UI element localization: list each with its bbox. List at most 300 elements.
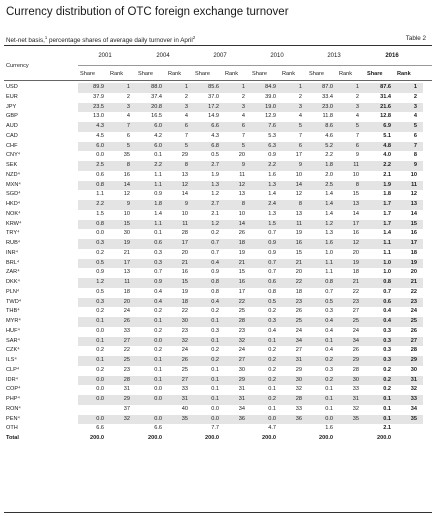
rank-cell: 5 [298, 123, 302, 129]
share-cell: 1.7 [383, 201, 391, 207]
share-cell: 7.6 [268, 123, 276, 129]
year-underline [78, 65, 432, 66]
rank-cell: 4 [298, 113, 302, 120]
share-cell: 1.0 [383, 269, 391, 276]
rank-cell: 15 [410, 220, 417, 227]
table-row [0, 288, 438, 298]
rank-cell: 40 [181, 405, 188, 412]
rank-cell: 33 [181, 386, 188, 393]
year-header-2010: 2010 [270, 53, 284, 59]
rank-cell: 24 [238, 347, 245, 354]
rank-cell: 1 [355, 84, 359, 90]
share-cell: 4.6 [325, 132, 333, 139]
currency-code: USD [6, 84, 18, 90]
table-row [0, 190, 438, 200]
rank-cell: 30 [410, 366, 417, 373]
rank-cell: 10 [295, 171, 302, 178]
rank-cell: 27 [352, 308, 359, 315]
table-row [0, 395, 438, 405]
rank-cell: 32 [181, 337, 188, 344]
rank-cell: 7 [126, 123, 130, 129]
share-cell: 1.5 [268, 220, 276, 227]
share-cell: 0.0 [96, 376, 104, 383]
currency-code: CHF [6, 142, 18, 149]
rank-cell: 12 [181, 181, 188, 188]
share-cell: 17.2 [208, 103, 219, 110]
rank-column-header: Rank [282, 71, 296, 77]
year-header-2016: 2016 [385, 53, 399, 59]
share-cell: 5.1 [383, 132, 391, 139]
share-cell: 0.7 [211, 240, 219, 246]
rank-cell: 32 [238, 337, 245, 344]
share-cell: 0.0 [268, 415, 276, 422]
rank-cell: 2 [298, 93, 302, 100]
share-cell: 0.2 [268, 366, 276, 373]
share-cell: 0.6 [154, 240, 162, 246]
share-cell: 0.8 [211, 288, 219, 295]
share-cell: 0.6 [383, 298, 391, 305]
share-cell: 0.0 [154, 396, 162, 402]
rank-cell: 3 [241, 103, 245, 110]
rank-cell: 1 [413, 84, 417, 90]
share-cell: 1.0 [325, 249, 333, 256]
share-cell: 1.1 [154, 220, 162, 227]
rank-cell: 26 [238, 230, 245, 237]
rank-cell: 10 [410, 171, 417, 178]
rank-cell: 21 [410, 279, 417, 285]
rank-cell: 22 [410, 288, 417, 295]
rank-cell: 13 [181, 171, 188, 178]
rank-cell: 11 [239, 171, 245, 178]
rank-cell: 9 [184, 201, 188, 207]
currency-code: CZK⁴ [6, 347, 20, 354]
share-cell: 1.1 [325, 259, 333, 266]
rank-cell: 7 [413, 142, 417, 149]
rank-cell: 36 [295, 415, 302, 422]
rank-cell: 5 [184, 142, 188, 149]
share-cell: 0.2 [383, 376, 391, 383]
share-cell: 0.4 [154, 288, 162, 295]
share-cell: 12.8 [380, 113, 391, 120]
share-cell: 1.2 [211, 220, 219, 227]
share-cell: 2.2 [154, 162, 162, 168]
rank-cell: 3 [126, 103, 130, 110]
rank-cell: 25 [352, 318, 359, 324]
rank-cell: 23 [410, 298, 417, 305]
currency-code: COP⁴ [6, 386, 21, 393]
currency-code: IDR⁴ [6, 376, 19, 383]
share-cell: 6.6 [96, 425, 104, 432]
share-cell: 0.3 [383, 337, 391, 344]
table-row [0, 259, 438, 269]
rank-cell: 23 [352, 298, 359, 305]
share-cell: 0.1 [211, 376, 219, 383]
rank-cell: 34 [238, 405, 245, 412]
share-cell: 0.2 [96, 366, 104, 373]
table-row [0, 83, 438, 93]
share-cell: 1.4 [268, 191, 276, 198]
share-cell: 0.1 [154, 318, 162, 324]
rank-cell: 31 [352, 396, 359, 402]
rank-cell: 17 [410, 240, 417, 246]
rank-cell: 34 [410, 405, 417, 412]
share-cell: 1.1 [154, 181, 162, 188]
rank-cell: 15 [238, 269, 245, 276]
share-cell: 0.4 [211, 298, 219, 305]
table-row [0, 268, 438, 278]
rank-cell: 26 [123, 318, 130, 324]
rank-cell: 5 [126, 142, 130, 149]
share-cell: 0.7 [211, 249, 219, 256]
share-cell: 1.8 [383, 191, 391, 198]
table-row [0, 93, 438, 103]
share-cell: 0.1 [154, 152, 162, 159]
share-cell: 0.1 [383, 405, 391, 412]
rank-cell: 35 [181, 415, 188, 422]
rank-cell: 5 [355, 123, 359, 129]
rank-cell: 6 [413, 132, 417, 139]
rank-cell: 22 [295, 279, 302, 285]
share-cell: 31.4 [380, 93, 391, 100]
rank-cell: 34 [295, 337, 302, 344]
share-cell: 1.4 [154, 210, 162, 217]
share-cell: 16.5 [151, 113, 162, 120]
rank-cell: 8 [184, 162, 188, 168]
share-cell: 0.1 [268, 386, 276, 393]
share-cell: 0.9 [268, 240, 276, 246]
share-cell: 1.3 [325, 230, 333, 237]
currency-code: EUR [6, 93, 18, 100]
share-cell: 0.4 [268, 327, 276, 334]
rank-cell: 11 [124, 279, 130, 285]
share-cell: 4.3 [211, 132, 219, 139]
table-row [0, 132, 438, 142]
share-cell: 0.6 [268, 279, 276, 285]
currency-code: TWD⁴ [6, 298, 22, 305]
share-cell: 0.4 [325, 318, 333, 324]
table-row [0, 346, 438, 356]
rank-cell: 9 [413, 162, 417, 168]
table-row [0, 307, 438, 317]
share-cell: 1.2 [325, 220, 333, 227]
share-cell: 0.9 [154, 279, 162, 285]
rank-cell: 13 [238, 191, 245, 198]
share-cell: 0.7 [383, 288, 391, 295]
share-cell: 0.7 [154, 269, 162, 276]
share-cell: 0.1 [325, 386, 333, 393]
share-cell: 0.1 [154, 230, 162, 237]
share-cell: 2.7 [211, 201, 219, 207]
share-cell: 1.3 [211, 181, 219, 188]
rank-column-header: Rank [110, 71, 124, 77]
share-cell: 1.4 [325, 201, 333, 207]
rank-cell: 32 [295, 386, 302, 393]
rank-cell: 6 [355, 142, 359, 149]
rank-cell: 16 [410, 230, 417, 237]
share-cell: 1.1 [383, 249, 391, 256]
rank-cell: 10 [123, 210, 130, 217]
share-cell: 37.4 [151, 93, 162, 100]
share-cell: 0.4 [383, 308, 391, 315]
rank-cell: 11 [411, 181, 417, 188]
share-cell: 2.1 [383, 425, 391, 432]
currency-code: NOK⁴ [6, 210, 21, 217]
rank-cell: 9 [298, 162, 302, 168]
currency-code: ILS⁴ [6, 357, 17, 363]
share-cell: 0.2 [383, 366, 391, 373]
rank-cell: 30 [238, 366, 245, 373]
subtitle-text: Net-net basis, [6, 37, 45, 45]
currency-code: KRW⁴ [6, 220, 22, 227]
year-header-2004: 2004 [156, 53, 170, 59]
share-cell: 6.8 [211, 142, 219, 149]
rank-cell: 22 [238, 298, 245, 305]
rank-cell: 25 [410, 318, 417, 324]
rank-cell: 34 [352, 337, 359, 344]
rank-cell: 10 [352, 171, 359, 178]
rank-cell: 33 [410, 396, 417, 402]
share-cell: 2.2 [383, 162, 391, 168]
rank-cell: 26 [295, 308, 302, 315]
share-cell: 2.0 [325, 171, 333, 178]
share-cell: 0.1 [211, 337, 219, 344]
share-cell: 0.8 [96, 181, 104, 188]
share-cell: 1.8 [325, 162, 333, 168]
rank-cell: 25 [238, 308, 245, 315]
rank-cell: 4 [126, 113, 130, 120]
share-cell: 2.1 [383, 171, 391, 178]
share-cell: 0.2 [96, 347, 104, 354]
rank-cell: 21 [181, 259, 188, 266]
share-cell: 0.2 [268, 357, 276, 363]
share-cell: 0.1 [268, 337, 276, 344]
rank-column-header: Rank [168, 71, 182, 77]
share-cell: 0.2 [268, 347, 276, 354]
rank-cell: 12 [295, 191, 302, 198]
table-row [0, 239, 438, 249]
rank-cell: 8 [413, 152, 417, 159]
rank-cell: 1 [298, 84, 302, 90]
rank-cell: 18 [410, 249, 417, 256]
share-cell: 0.7 [268, 259, 276, 266]
rank-cell: 29 [352, 357, 359, 363]
rank-cell: 6 [298, 142, 302, 149]
share-cell: 0.3 [154, 249, 162, 256]
share-cell: 4.8 [383, 142, 391, 149]
share-cell: 2.2 [96, 201, 104, 207]
currency-column-header: Currency [6, 63, 29, 69]
currency-code: SGD⁴ [6, 191, 21, 198]
rank-cell: 8 [241, 201, 245, 207]
rank-cell: 33 [295, 405, 302, 412]
rank-cell: 35 [123, 152, 130, 159]
table-row [0, 122, 438, 132]
table-row [0, 317, 438, 327]
share-cell: 0.4 [154, 298, 162, 305]
rank-cell: 24 [295, 327, 302, 334]
share-cell: 1.5 [96, 210, 104, 217]
share-cell: 0.3 [383, 357, 391, 363]
share-cell: 5.2 [325, 142, 333, 149]
rank-cell: 13 [295, 210, 302, 217]
rank-cell: 29 [410, 357, 417, 363]
share-cell: 0.1 [96, 318, 104, 324]
share-cell: 0.9 [268, 152, 276, 159]
rank-cell: 13 [410, 201, 417, 207]
currency-code: HUF⁴ [6, 327, 20, 334]
rank-cell: 20 [352, 249, 359, 256]
rank-cell: 32 [123, 415, 130, 422]
rank-cell: 13 [123, 269, 130, 276]
rank-cell: 21 [238, 259, 245, 266]
header-rule [4, 80, 432, 81]
share-cell: 0.2 [211, 347, 219, 354]
rank-cell: 9 [355, 152, 359, 159]
share-cell: 0.2 [325, 357, 333, 363]
share-cell: 14.9 [208, 113, 219, 120]
share-cell: 200.0 [319, 435, 333, 441]
share-cell: 2.5 [325, 181, 333, 188]
share-cell: 0.5 [268, 298, 276, 305]
top-rule [4, 45, 432, 46]
rank-cell: 9 [241, 162, 245, 168]
share-cell: 1.9 [211, 171, 219, 178]
share-cell: 37.9 [93, 93, 104, 100]
rank-cell: 19 [238, 249, 245, 256]
table-row [0, 161, 438, 171]
share-cell: 0.4 [383, 318, 391, 324]
rank-cell: 31 [181, 396, 188, 402]
share-cell: 0.1 [154, 357, 162, 363]
rank-cell: 35 [410, 415, 417, 422]
rank-cell: 29 [123, 396, 130, 402]
table-row [0, 171, 438, 181]
share-cell: 6.0 [154, 142, 162, 149]
share-cell: 0.2 [211, 357, 219, 363]
table-row [0, 112, 438, 122]
share-cell: 11.8 [322, 113, 333, 120]
rank-cell: 14 [181, 191, 188, 198]
share-cell: 4.5 [96, 132, 104, 139]
share-cell: 0.2 [154, 327, 162, 334]
rank-cell: 28 [123, 376, 130, 383]
share-cell: 0.2 [96, 308, 104, 315]
rank-cell: 31 [410, 376, 417, 383]
share-cell: 1.1 [96, 191, 104, 198]
share-cell: 4.3 [96, 123, 104, 129]
currency-code: OTH [6, 425, 18, 432]
rank-cell: 17 [181, 240, 188, 246]
table-row [0, 366, 438, 376]
share-cell: 0.1 [383, 415, 391, 422]
rank-cell: 28 [410, 347, 417, 354]
share-column-header: Share [367, 71, 383, 77]
share-cell: 0.1 [211, 396, 219, 402]
share-cell: 1.0 [383, 259, 391, 266]
rank-cell: 9 [126, 201, 130, 207]
rank-cell: 29 [181, 152, 188, 159]
share-cell: 37.0 [208, 93, 219, 100]
rank-cell: 3 [184, 103, 188, 110]
rank-cell: 29 [238, 376, 245, 383]
share-cell: 6.3 [268, 142, 276, 149]
currency-code: NZD⁴ [6, 171, 20, 178]
share-cell: 1.4 [325, 210, 333, 217]
rank-cell: 37 [123, 405, 130, 412]
rank-cell: 23 [238, 327, 245, 334]
rank-cell: 22 [352, 288, 359, 295]
rank-cell: 28 [295, 396, 302, 402]
table-row [0, 337, 438, 347]
share-cell: 0.9 [211, 269, 219, 276]
rank-cell: 2 [184, 93, 188, 100]
share-cell: 0.1 [325, 405, 333, 412]
share-cell: 0.8 [96, 220, 104, 227]
share-cell: 1.1 [383, 240, 391, 246]
share-cell: 0.2 [268, 308, 276, 315]
share-cell: 0.8 [211, 279, 219, 285]
rank-cell: 14 [295, 181, 302, 188]
rank-cell: 18 [123, 288, 130, 295]
share-cell: 0.4 [325, 347, 333, 354]
share-cell: 0.2 [268, 376, 276, 383]
share-cell: 0.1 [96, 357, 104, 363]
rank-cell: 19 [295, 230, 302, 237]
rank-cell: 27 [123, 337, 130, 344]
share-cell: 0.5 [211, 152, 219, 159]
currency-code: SEK [6, 162, 18, 168]
table-row [0, 229, 438, 239]
share-cell: 39.0 [265, 93, 276, 100]
rank-cell: 26 [410, 327, 417, 334]
rank-cell: 14 [238, 220, 245, 227]
rank-cell: 15 [123, 220, 130, 227]
rank-cell: 12 [352, 240, 359, 246]
share-cell: 0.3 [211, 327, 219, 334]
currency-code: Total [6, 435, 19, 441]
rank-cell: 22 [123, 347, 130, 354]
rank-cell: 20 [410, 269, 417, 276]
rank-cell: 17 [295, 152, 302, 159]
rank-column-header: Rank [225, 71, 239, 77]
rank-cell: 31 [123, 386, 130, 393]
share-cell: 200.0 [90, 435, 104, 441]
share-cell: 0.2 [96, 249, 104, 256]
rank-cell: 33 [123, 327, 130, 334]
share-cell: 7.7 [211, 425, 219, 432]
share-cell: 2.2 [325, 152, 333, 159]
share-cell: 0.0 [154, 337, 162, 344]
share-cell: 20.8 [151, 103, 162, 110]
share-cell: 200.0 [205, 435, 219, 441]
share-cell: 1.3 [268, 210, 276, 217]
share-cell: 0.2 [383, 386, 391, 393]
share-cell: 1.1 [154, 171, 162, 178]
table-row [0, 103, 438, 113]
share-cell: 23.5 [93, 103, 104, 110]
table-row [0, 278, 438, 288]
currency-code: AUD [6, 123, 18, 129]
share-cell: 1.6 [268, 171, 276, 178]
share-cell: 0.0 [96, 327, 104, 334]
share-cell: 0.7 [325, 288, 333, 295]
share-cell: 0.2 [154, 308, 162, 315]
rank-cell: 26 [352, 347, 359, 354]
rank-cell: 4 [413, 113, 417, 120]
total-row [0, 434, 438, 444]
share-cell: 200.0 [377, 435, 391, 441]
share-cell: 13.0 [93, 113, 104, 120]
